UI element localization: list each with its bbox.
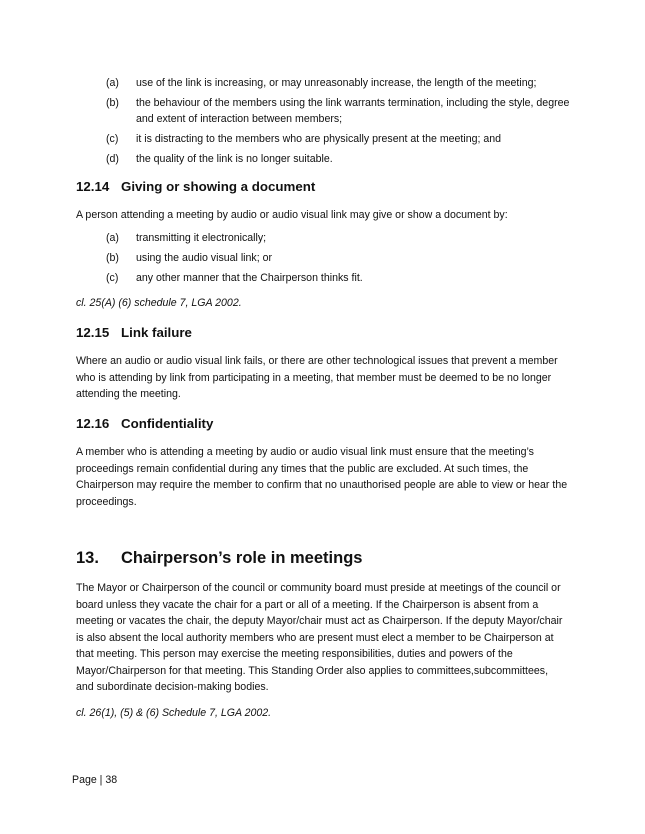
list-item-text: use of the link is increasing, or may unreasonably increase, the length of the meeting; — [136, 77, 537, 89]
list-item-label: (c) — [106, 133, 119, 145]
list-item — [106, 95, 576, 127]
list-item — [106, 230, 576, 246]
section-number: 12.16 — [76, 416, 110, 431]
section-title: Chairperson’s role in meetings — [121, 549, 363, 567]
section-title: Giving or showing a document — [121, 179, 316, 194]
termination-conditions-list — [106, 75, 576, 171]
list-item — [106, 131, 576, 147]
list-item-text: the quality of the link is no longer suitable. — [136, 153, 333, 165]
section-title: Link failure — [121, 325, 192, 340]
legal-citation: cl. 26(1), (5) & (6) Schedule 7, LGA 2002. — [76, 707, 272, 719]
list-item-text: transmitting it electronically; — [136, 232, 267, 244]
section-number: 12.14 — [76, 179, 110, 194]
list-item-label: (a) — [106, 232, 119, 244]
list-item-label: (c) — [106, 272, 119, 284]
list-item-text: any other manner that the Chairperson thinks fit. — [136, 272, 363, 284]
section-number: 12.15 — [76, 325, 110, 340]
list-item-text: the behaviour of the members using the link warrants termination, including the style, degree and extent of interaction between members; — [136, 97, 570, 125]
section-body: Where an audio or audio visual link fails, or there are other technological issues that prevent a member who is attending by link from participating in a meeting, that member must be deemed to be no longer attending the meeting. — [76, 355, 558, 400]
section-number: 13. — [76, 549, 99, 567]
document-methods-list — [106, 230, 576, 290]
section-heading-13 — [76, 547, 362, 569]
section-heading-12-15 — [76, 324, 192, 342]
section-body: A member who is attending a meeting by audio or audio visual link must ensure that the meeting’s proceedings remain confidential during any times that the public are excluded. At such times, the Chairperson may require the member to confirm that no unauthorised people are able to view or hear the proceedings. — [76, 446, 568, 508]
list-item — [106, 250, 576, 266]
section-intro: A person attending a meeting by audio or audio visual link may give or show a document by: — [76, 209, 508, 221]
list-item — [106, 75, 576, 91]
page-number: Page | 38 — [72, 774, 118, 786]
section-heading-12-14 — [76, 178, 315, 196]
list-item-text: using the audio visual link; or — [136, 252, 273, 264]
list-item — [106, 151, 576, 167]
list-item-text: it is distracting to the members who are physically present at the meeting; and — [136, 133, 502, 145]
section-title: Confidentiality — [121, 416, 214, 431]
list-item-label: (d) — [106, 153, 119, 165]
list-item-label: (a) — [106, 77, 119, 89]
section-body: The Mayor or Chairperson of the council or community board must preside at meetings of the council or board unless they vacate the chair for a part or all of a meeting. If the Chairperson is absent from a meeting or vacates the chair, the deputy Mayor/chair must act as Chairperson. If the deputy Mayor/chair is also absent the local authority members who are present must elect a member to be Chairperson at that meeting. This person may exercise the meeting responsibilities, duties and powers of the Mayor/Chairperson for that meeting. This Standing Order also applies to committees,subcommittees, and subordinate decision-making bodies. — [76, 582, 563, 693]
list-item — [106, 270, 576, 286]
list-item-label: (b) — [106, 252, 119, 264]
legal-citation: cl. 25(A) (6) schedule 7, LGA 2002. — [76, 297, 242, 309]
list-item-label: (b) — [106, 97, 119, 109]
section-heading-12-16 — [76, 415, 213, 433]
